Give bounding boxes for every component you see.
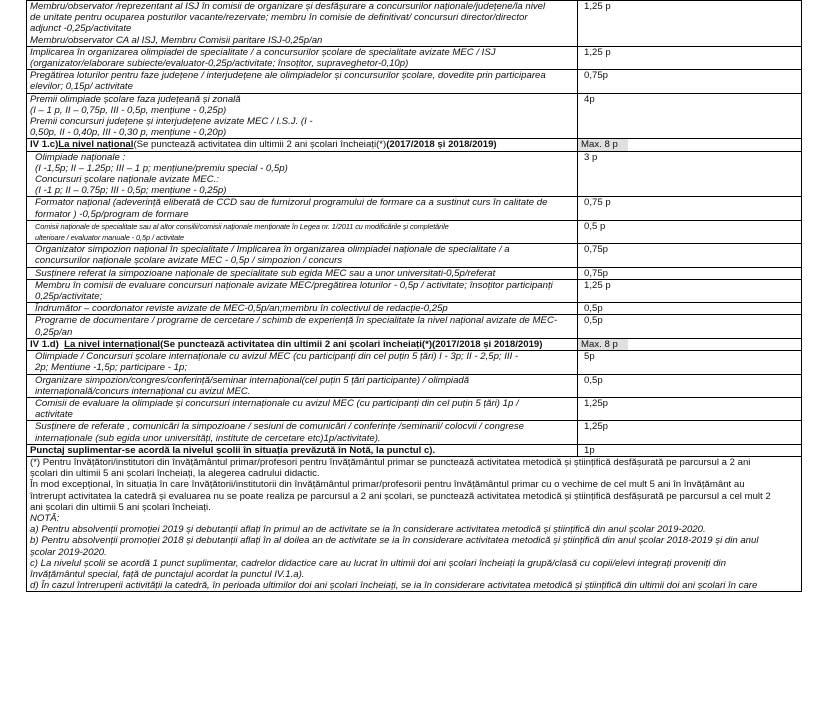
score-cell: 1,25 p (578, 1, 802, 47)
score-cell: 0,75p (578, 70, 802, 93)
score-cell: 1,25 p (578, 279, 802, 302)
note-item-line: învățământul special, față de punctajul acordat la punctul IV.1.a). (30, 568, 305, 580)
notes-row (27, 456, 802, 591)
score-cell: 0,5p (578, 315, 802, 338)
table-row (27, 303, 802, 315)
criterion-line: Implicarea în organizarea olimpiadei de specialitate / a concursurilor școlare de specialitate avizate MEC / ISJ (30, 46, 496, 58)
criterion-cell (27, 93, 578, 139)
criterion-cell (27, 374, 578, 397)
criterion-cell (27, 244, 578, 267)
criterion-cell (27, 46, 578, 69)
note-text-line: întrerupt activitatea la catedră și evaluarea nu se poate realiza pe parcursul a 2 ani școlari, se punctează activitatea metodică și științifică desfășurată pe parcursul a cel mult 2 (30, 490, 771, 502)
section-international-max-cell (578, 338, 802, 350)
criterion-line: Organizator simpozion național în specialitate / Implicarea în organizarea olimpiadei naționale de specialitate / a (35, 244, 510, 256)
table-row (27, 93, 802, 139)
criterion-line: Programe de documentare / programe de cercetare / schimb de experiență în specialitate la nivel național avizate de MEC- (35, 315, 558, 327)
notes-cell (27, 456, 802, 591)
section-international-max: Max. 8 p (578, 339, 628, 350)
criterion-line: activitate (35, 409, 73, 421)
criterion-line: de unitate pentru ocuparea posturilor vacante/rezervate; membru în comisie de definitivat/ concursuri director/director (30, 12, 528, 24)
score-cell: 4p (578, 93, 802, 139)
criterion-line: ulterioare / evaluator manuale - 0,5p / activitate (35, 233, 185, 243)
table-row (27, 244, 802, 267)
criterion-cell (27, 267, 578, 279)
criterion-cell (27, 1, 578, 47)
score-cell: 3 p (578, 151, 802, 197)
section-national-header (27, 139, 578, 151)
criterion-line: Concursuri școlare naționale avizate MEC.: (35, 174, 219, 186)
criterion-line: (I -1 p; II – 0.75p; III - 0,5p; mențiune - 0,25p) (35, 185, 227, 197)
section-international-title: La nivel internațional (64, 338, 161, 350)
criterion-line: Membru în comisii de evaluare concursuri naționale avizate MEC/pregătirea loturilor - 0,5p / activitate; însoțitor participanți (35, 279, 553, 291)
criterion-cell (27, 351, 578, 374)
criterion-line: internaționale (sub egida unor universități, institute de cercetare etc)1p/activitate). (35, 432, 381, 444)
supplementary-score: 1p (578, 444, 802, 456)
score-cell: 0,75 p (578, 197, 802, 220)
criterion-line: Membru/observator CA al ISJ, Membru Comisii paritare ISJ-0,25p/an (30, 34, 323, 46)
score-cell: 5p (578, 351, 802, 374)
criterion-line: Membru/observator /reprezentant al ISJ în comisii de organizare și desfășurare a concursurilor naționale/județene/la nivel (30, 1, 546, 12)
score-cell: 1,25p (578, 397, 802, 420)
criterion-cell (27, 220, 578, 243)
table-row (27, 397, 802, 420)
criterion-line: Olimpiade / Concursuri școlare internaționale cu avizul MEC (cu participanți din cel puțin 5 țări) I - 3p; II - 2,5p; III - (35, 351, 519, 363)
section-international-row (27, 338, 802, 350)
supplementary-text-cell (27, 444, 578, 456)
criterion-cell (27, 70, 578, 93)
criterion-line: concursurilor naționale școlare avizate MEC - 0,5p / simpozion / concurs (35, 255, 343, 267)
note-text-line: (*) Pentru învățători/institutori din învățământul primar/profesori pentru învățământul primar se punctează activitatea metodică și științifică desfășurată pe parcursul a 2 ani (30, 456, 751, 468)
table-row (27, 197, 802, 220)
criterion-line: (I -1,5p; II – 1.25p; III – 1 p; mențiune/premiu special - 0,5p) (35, 162, 288, 174)
criterion-line: elevilor; 0,15p/ activitate (30, 81, 133, 93)
criterion-line: Comisii naționale de specialitate sau al altor consilii/comisii naționale menționate în Legea nr. 1/2011 cu modificările și completările (35, 221, 449, 231)
criterion-line: internațională/concurs internațional cu avizul MEC. (35, 385, 251, 397)
criterion-cell (27, 279, 578, 302)
criterion-line: Organizare simpozion/congres/conferință/seminar internațional(cel puțin 5 țări participante) / olimpiadă (35, 374, 470, 386)
document-page (26, 0, 790, 592)
score-cell: 0,5p (578, 374, 802, 397)
score-cell: 0,5p (578, 303, 802, 315)
section-national-years: (2017/2018 și 2018/2019) (386, 139, 497, 151)
note-item-line: b) Pentru absolvenții promoției 2018 și debutanții aflați în al doilea an de activitate se ia în considerare activitatea metodică și științifică din anul școlar 2018-2019 și din anul (30, 535, 759, 547)
criterion-line: 0,25p/an (35, 326, 73, 338)
note-text-line: În mod excepțional, în situația în care învățătorii/institutorii din învățământul primar/profesorii pentru învățământul primar cu o vechime de cel mult 5 ani în învățământ au (30, 479, 745, 491)
table-row (27, 421, 802, 444)
section-international-note: (Se punctează activitatea din ultimii 2 ani școlari încheiați(*) (160, 338, 433, 350)
evaluation-table (26, 0, 802, 592)
notes-heading: NOTĂ: (30, 512, 60, 524)
section-national-row (27, 139, 802, 151)
score-cell: 1,25p (578, 421, 802, 444)
note-item-line: d) În cazul întreruperii activității la catedră, în perioada ultimilor doi ani școlari încheiați, se ia în considerare activitatea metodică și științifică din ultimii doi ani școlari în care (30, 580, 758, 592)
table-row (27, 70, 802, 93)
criterion-line: formator ) -0,5p/program de formare (35, 208, 189, 220)
criterion-line: Premii concursuri județene și interjudețene avizate MEC / I.S.J. (I - (30, 116, 313, 128)
table-row (27, 220, 802, 243)
note-item-line: școlar 2019-2020. (30, 546, 107, 558)
criterion-line: Premii olimpiade școlare faza județeană și zonală (30, 93, 241, 105)
table-row (27, 315, 802, 338)
criterion-line: Îndrumător – coordonator reviste avizate de MEC-0,5p/an;membru în colectivul de redacție-0,25p (35, 303, 448, 315)
score-cell: 0,75p (578, 267, 802, 279)
criterion-line: (organizator/elaborare subiecte/evaluator-0,25p/activitate; însoțitor, supraveghetor-0,10p) (30, 58, 409, 70)
criterion-line: (I – 1 p, II – 0,75p, III - 0,5p, mențiune - 0,25p) (30, 104, 227, 116)
section-national-max-cell (578, 139, 802, 151)
note-item-line: a) Pentru absolvenții promoției 2019 și debutanții aflați în primul an de activitate se ia în considerare activitatea metodică și științifică din anul școlar 2019-2020. (30, 524, 706, 536)
section-international-header (27, 338, 578, 350)
score-cell: 0,75p (578, 244, 802, 267)
table-row (27, 46, 802, 69)
criterion-line: adjunct -0,25p/activitate (30, 23, 132, 35)
section-national-title: La nivel național (58, 139, 134, 151)
criterion-line: Susținere de referate , comunicări la simpozioane / sesiuni de comunicări / conferințe /seminarii/ colocvii / congrese (35, 421, 524, 433)
criterion-line: Susținere referat la simpozioane naționale de specialitate sub egida MEC sau a unor universitati-0,5p/referat (35, 267, 496, 279)
section-national-max: Max. 8 p (578, 139, 628, 150)
criterion-line: Comisii de evaluare la olimpiade și concursuri internaționale cu avizul MEC (cu participanți din cel puțin 5 țări) 1p / (35, 397, 519, 409)
section-international-code: IV 1.d) (30, 338, 59, 350)
note-text-line: ani școlari din ultimii 5 ani școlari încheiați. (30, 501, 211, 513)
table-row (27, 1, 802, 47)
table-row (27, 279, 802, 302)
section-national-code: IV 1.c) (30, 139, 59, 151)
criterion-line: 2p; Mentiune -1,5p; participare - 1p; (35, 362, 187, 374)
table-row (27, 267, 802, 279)
criterion-cell (27, 303, 578, 315)
table-row (27, 374, 802, 397)
score-cell: 1,25 p (578, 46, 802, 69)
criterion-cell (27, 421, 578, 444)
supplementary-row (27, 444, 802, 456)
section-international-years: (2017/2018 și 2018/2019) (432, 338, 543, 350)
criterion-line: 0,25p/activitate; (35, 291, 103, 303)
criterion-line: 0,50p, II - 0,40p, III - 0,30 p, mențiune - 0,20p) (30, 127, 227, 139)
criterion-line: Formator național (adeverință eliberată de CCD sau de furnizorul programului de formare ca a sustinut curs în calitate de (35, 197, 548, 209)
note-text-line: școlari din ultimii 5 ani școlari încheiați, la alegerea cadrului didactic. (30, 468, 320, 480)
note-item-line: c) La nivelul școlii se acordă 1 punct suplimentar, cadrelor didactice care au lucrat în ultimii doi ani școlari încheiați la grupă/clasă cu copii/elevi integrați proveniți din (30, 557, 726, 569)
criterion-cell (27, 315, 578, 338)
criterion-cell (27, 397, 578, 420)
criterion-line: Olimpiade naționale : (35, 151, 126, 163)
section-national-note: (Se punctează activitatea din ultimii 2 ani școlari încheiați(*) (133, 139, 387, 151)
criterion-cell (27, 151, 578, 197)
criterion-line: Pregătirea loturilor pentru faze județene / interjudețene ale olimpiadelor și concursurilor școlare, dovedite prin participarea (30, 70, 546, 82)
table-row (27, 351, 802, 374)
supplementary-text: Punctaj suplimentar-se acordă la nivelul școlii în situația prevăzută în Notă, la punctul c). (30, 444, 436, 456)
score-cell: 0,5 p (578, 220, 802, 243)
criterion-cell (27, 197, 578, 220)
table-row (27, 151, 802, 197)
